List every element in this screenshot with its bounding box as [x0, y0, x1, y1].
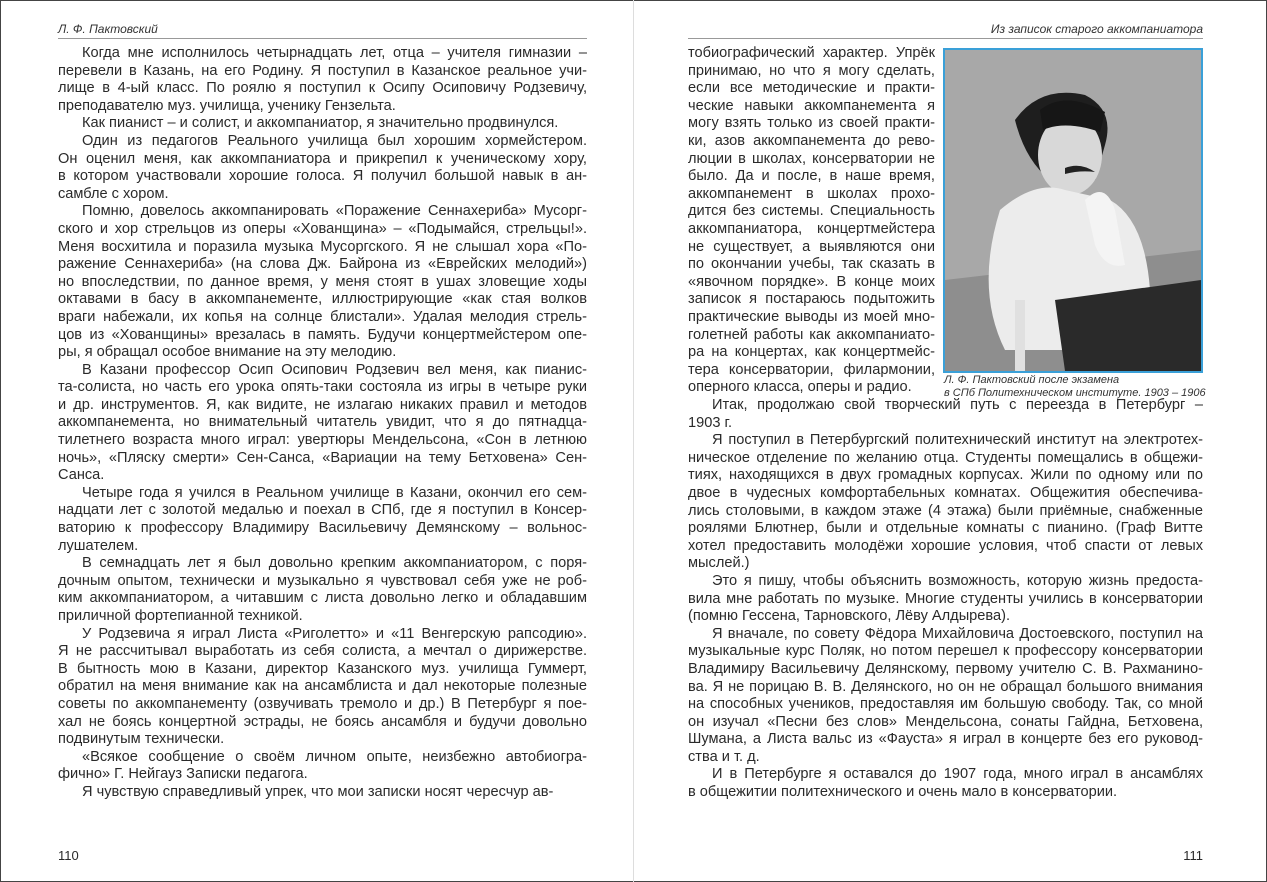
text-line: Помню, довелось аккомпанировать «Поражение Сеннахериба» Мусорг-	[82, 203, 587, 220]
text-line: перевели в Казань, на его Родину. Я поступил в Казанское реальное учи-	[58, 62, 587, 79]
spine	[633, 0, 634, 882]
text-line: обратил на меня внимание как на ансамблиста и дал некоторые полезные	[58, 678, 587, 695]
page-number: 110	[58, 848, 79, 863]
text-line: если все методические и практи-	[688, 80, 935, 97]
text-line: И в Петербурге я оставался до 1907 года, много играл в ансамблях	[712, 766, 1203, 783]
text-line: ра на концертах, как концертмейс-	[688, 344, 935, 361]
text-line: Как пианист – и солист, и аккомпаниатор, я значительно продвинулся.	[82, 115, 559, 132]
text-line: У Родзевича я играл Листа «Риголетто» и «11 Венгерскую рапсодию».	[82, 625, 587, 642]
text-line: фично» Г. Нейгауз Записки педагога.	[58, 766, 308, 783]
text-line: лище в 4-ый класс. По роялю я поступил к Осипу Осиповичу Родзевичу,	[58, 80, 587, 97]
portrait-photo	[943, 48, 1203, 373]
header-rule	[58, 38, 587, 39]
text-line: Санса.	[58, 467, 105, 484]
text-line: цов из «Хованщины» врезалась в память. Будучи концертмейстером опе-	[58, 326, 587, 343]
left-page-text	[58, 45, 587, 802]
text-line: тилетнего возраста много играл: увертюры Мендельсона, «Сон в летнюю	[58, 432, 587, 449]
text-line: роялями Блютнер, были и отдельные комнаты с пианино. (Граф Витте	[688, 520, 1203, 537]
text-line: самбле с хором.	[58, 185, 169, 202]
text-line: голетней работы как аккомпаниато-	[688, 326, 935, 343]
photo-caption	[944, 374, 1206, 399]
text-line: оперного класса, оперы и радио.	[688, 379, 912, 396]
text-line: В Казани профессор Осип Осипович Родзевич вел меня, как пианис-	[82, 361, 587, 378]
text-line: ского и хор стрельцов из оперы «Хованщина» – «Подымайся, стрельцы!».	[58, 220, 587, 237]
caption-line: Л. Ф. Пактовский после экзамена	[944, 374, 1120, 386]
text-line: двое в чудесных комфортабельных комнатах. Общежития обеспечива-	[688, 484, 1203, 501]
text-line: Шумана, а Листа вальс из «Фауста» я играл в концерте без его руковод-	[688, 731, 1203, 748]
right-page-wrapped-text	[688, 45, 935, 397]
text-line: вила мне работать по музыке. Многие студенты учились в консерватории	[688, 590, 1203, 607]
text-line: и др. инструментов. Я, как видите, не излагаю никаких правил и методов	[58, 396, 587, 413]
text-line: дится без системы. Специальность	[688, 203, 935, 220]
header-rule	[688, 38, 1203, 39]
text-line: надцати лет с золотой медалью и поехал в СПб, где я поступил в Консер-	[58, 502, 587, 519]
text-line: приличной фортепианной техникой.	[58, 608, 303, 624]
text-line: но впоследствии, по данное время, у меня стоят в ушах зловещие ходы	[58, 273, 587, 290]
text-line: Меня восхитила и поразила музыка Мусоргского. Я не слышал хора «По-	[58, 238, 587, 255]
text-line: практические выводы из моей мно-	[688, 308, 935, 325]
text-line: дочным опытом, технически и музыкально я чувствовал себя уже не роб-	[58, 572, 587, 589]
text-line: 1903 г.	[688, 414, 733, 431]
text-line: ким аккомпаниатором, а читавшим с листа довольно легко и обладавшим	[58, 590, 587, 607]
portrait-image	[945, 50, 1201, 371]
text-line: принимаю, но что я могу сделать,	[688, 62, 935, 79]
text-line: та-солиста, но часть его урока опять-таки состояла из игры в четыре руки	[58, 379, 587, 396]
text-line: было. Да и после, в наше время,	[688, 168, 935, 185]
text-line: ражение Сеннахериба» (на слова Дж. Байрона из «Еврейских мелодий»)	[58, 256, 587, 273]
text-line: подвинутым технически.	[58, 731, 225, 748]
text-line: преподавателю муз. училища, ученику Гензельта.	[58, 97, 396, 114]
text-line: Это я пишу, чтобы объяснить возможность, которую жизнь предоста-	[712, 572, 1203, 589]
running-header-author: Л. Ф. Пактовский	[58, 22, 158, 36]
text-line: Я поступил в Петербургский политехнический институт на электротех-	[712, 432, 1203, 449]
text-line: «явочном порядке». В конце моих	[688, 273, 935, 290]
text-line: Владимиру Васильевичу Делянскому, первому учителю С. В. Рахманино-	[688, 660, 1203, 677]
text-line: ночь», «Пляску смерти» Сен-Санса, «Вариации на тему Бетховена» Сен-	[58, 449, 587, 466]
running-header-title: Из записок старого аккомпаниатора	[990, 22, 1203, 36]
text-line: тиях, находящихся в двух громадных корпусах. Жили по одному или по	[688, 467, 1203, 484]
text-line: лушателем.	[58, 537, 139, 554]
text-line: тера консерватории, филармонии,	[688, 361, 935, 378]
text-line: хал не боясь концертной эстрады, не боясь ансамбля и будучи довольно	[58, 713, 587, 730]
text-line: музыкальные курс Поляк, но потом перешел к профессору консерватории	[688, 643, 1203, 660]
text-line: ческие навыки аккомпанемента я	[688, 97, 935, 114]
text-line: Я не рассчитывал выработать из себя солиста, а мечтал о дирижерстве.	[58, 643, 587, 660]
text-line: Когда мне исполнилось четырнадцать лет, отца – учителя гимназии –	[82, 45, 587, 61]
text-line: тобиографический характер. Упрёк	[688, 45, 935, 61]
text-line: в котором участвовали хорошие голоса. Я получил большой навык в ан-	[58, 168, 587, 185]
text-line: хотел предоставить молодёжи хорошие условия, чтоб спасти от левых	[688, 537, 1203, 554]
text-line: люции в школах, консерватории не	[688, 150, 935, 167]
text-line: он изучал «Песни без слов» Мендельсона, сонаты Гайдна, Бетховена,	[688, 713, 1203, 730]
text-line: Я чувствую справедливый упрек, что мои записки носят чересчур ав-	[82, 783, 554, 800]
text-line: ства и т. д.	[688, 748, 760, 765]
text-line: (помню Гессена, Тарновского, Лёву Алдырева).	[688, 608, 1011, 625]
text-line: лись столовыми, в каждом этаже (4 этажа) были приёмные, снабженные	[688, 502, 1203, 519]
text-line: по окончании учебы, так сказать в	[688, 256, 935, 273]
text-line: ническое отделение по желанию отца. Студенты помещались в общежи-	[688, 449, 1203, 466]
text-line: Он оценил меня, как аккомпаниатора и прикрепил к ученическому хору,	[58, 150, 587, 167]
text-line: ва. Я не порицаю В. В. Делянского, но он не обращал большого внимания	[688, 678, 1203, 695]
text-line: Итак, продолжаю свой творческий путь с переезда в Петербург –	[712, 397, 1203, 413]
text-line: на способных учеников, предоставляя им большую свободу. Так, со мной	[688, 696, 1203, 713]
text-line: ваторию к профессору Владимиру Васильевичу Демянскому – вольнос-	[58, 520, 587, 537]
text-line: октавами в басу в аккомпанементе, иллюстрирующие «как стая волков	[58, 291, 587, 308]
text-line: мыслей.)	[688, 555, 750, 572]
text-line: не существует, а выявляются они	[688, 238, 935, 255]
text-line: аккомпанемента, но внимательный читатель увидит, что я до пятнадца-	[58, 414, 587, 431]
text-line: могу взять только из своей практи-	[688, 115, 935, 132]
text-line: в общежитии политехнического и очень мало в консерватории.	[688, 784, 1118, 801]
text-line: ки, азов аккомпанемента до рево-	[688, 132, 935, 149]
text-line: аккомпаниатора, концертмейстера	[688, 220, 935, 237]
text-line: «Всякое сообщение о своём личном опыте, неизбежно автобиогра-	[82, 748, 587, 765]
text-line: Один из педагогов Реального училища был хорошим хормейстером.	[82, 132, 587, 149]
caption-line: в СПб Политехническом институте. 1903 – 1906	[944, 386, 1206, 399]
text-line: Я вначале, по совету Фёдора Михайловича Достоевского, поступил на	[712, 625, 1203, 642]
text-line: ры, я обращал особое внимание на эту мелодию.	[58, 344, 397, 361]
text-line: В семнадцать лет я был довольно крепким аккомпаниатором, с поря-	[82, 555, 587, 572]
text-line: записок я постараюсь подытожить	[688, 291, 935, 308]
text-line: Четыре года я учился в Реальном училище в Казани, окончил его сем-	[82, 484, 587, 501]
text-line: враги набежали, их копья на солнце блистали». Удалая мелодия стрель-	[58, 308, 587, 325]
text-line: В бытность мою в Казани, директор Казанского муз. училища Гуммерт,	[58, 660, 587, 677]
page-number: 111	[1183, 848, 1203, 863]
text-line: советы по аккомпанементу (озвучивать тремоло и др.) В Петербург я пое-	[58, 695, 587, 712]
text-line: аккомпанемент в школах прохо-	[688, 185, 935, 202]
right-page-text	[688, 397, 1203, 802]
